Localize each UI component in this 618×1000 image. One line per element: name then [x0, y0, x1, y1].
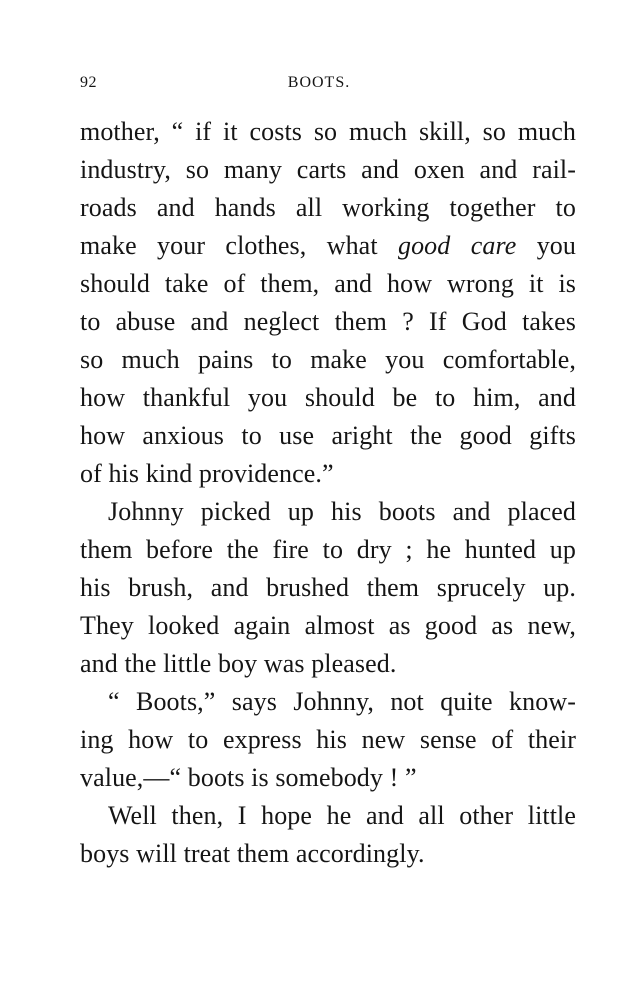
chapter-title: BOOTS. [287, 74, 351, 91]
text-line: value,—“ boots is somebody ! ” [80, 763, 417, 792]
text-line: ing how to express his new sense of their [80, 725, 576, 754]
text-line: “ Boots,” says Johnny, not quite know- [108, 687, 576, 716]
text-line: how anxious to use aright the good gifts [80, 421, 576, 450]
text-line: They looked again almost as good as new, [80, 611, 576, 640]
body-text [80, 113, 576, 873]
text-line: to abuse and neglect them ? If God takes [80, 307, 576, 336]
text-line: mother, “ if it costs so much skill, so much [80, 117, 576, 146]
text-line: them before the fire to dry ; he hunted up [80, 535, 576, 564]
text-line: and the little boy was pleased. [80, 649, 397, 678]
paragraph [80, 493, 576, 683]
text-segment: you [516, 231, 576, 260]
text-line: boys will treat them accordingly. [80, 839, 425, 868]
text-line: should take of them, and how wrong it is [80, 269, 576, 298]
text-line: of his kind providence.” [80, 459, 334, 488]
text-line [80, 227, 576, 265]
page-number: 92 [80, 74, 97, 91]
text-line: roads and hands all working together to [80, 193, 576, 222]
text-line: his brush, and brushed them sprucely up. [80, 573, 576, 602]
paragraph [80, 113, 576, 493]
paragraph [80, 683, 576, 797]
emphasis-text: good care [397, 231, 517, 260]
text-line: how thankful you should be to him, and [80, 383, 576, 412]
paragraph [80, 797, 576, 873]
text-line: so much pains to make you comfortable, [80, 345, 576, 374]
text-segment: make your clothes, what [80, 231, 398, 260]
running-head [80, 74, 558, 96]
text-line: Johnny picked up his boots and placed [108, 497, 576, 526]
text-line: industry, so many carts and oxen and rail- [80, 155, 576, 184]
text-line: Well then, I hope he and all other little [108, 801, 576, 830]
